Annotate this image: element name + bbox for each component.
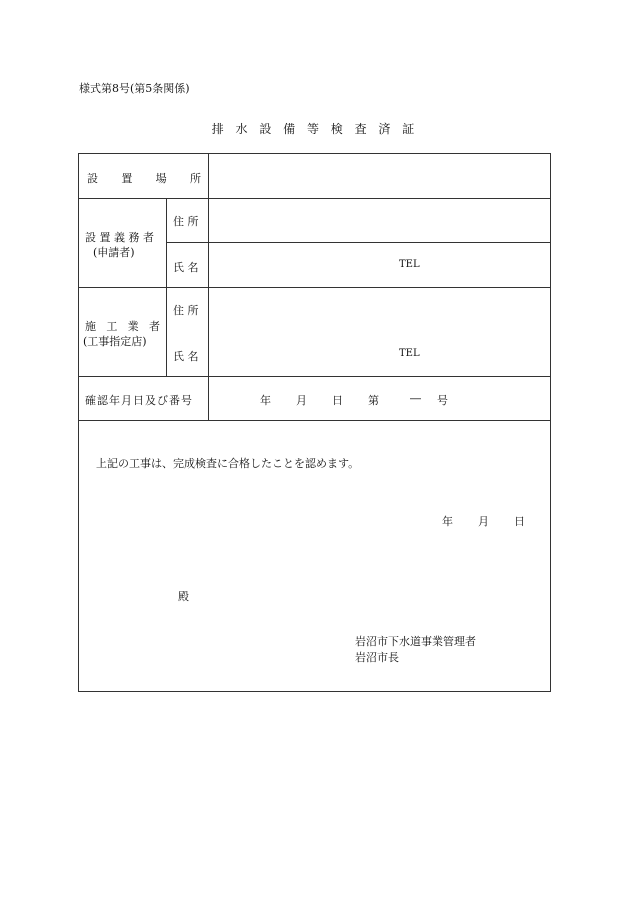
confirm-number-dash: ― xyxy=(410,392,421,405)
column-divider xyxy=(208,376,209,420)
issue-year: 年 xyxy=(442,515,453,528)
contractor-name-label: 氏 名 xyxy=(173,350,199,363)
location-label xyxy=(87,170,201,186)
row-divider xyxy=(79,198,550,199)
contractor-sublabel: (工事指定店) xyxy=(83,335,147,348)
obligor-label: 設 置 義 務 者 xyxy=(85,231,154,244)
issuer-name: 岩沼市長 xyxy=(355,651,399,664)
certificate-form xyxy=(78,153,551,692)
location-label-char: 所 xyxy=(189,172,201,185)
contractor-label xyxy=(85,318,160,334)
obligor-name-label: 氏 名 xyxy=(173,261,199,274)
confirm-month: 月 xyxy=(296,394,307,407)
recipient-honorific: 殿 xyxy=(178,590,189,603)
issuer-title: 岩沼市下水道事業管理者 xyxy=(355,635,476,648)
contractor-label-char: 工 xyxy=(106,320,118,333)
row-divider xyxy=(79,376,550,377)
contractor-tel-label: TEL xyxy=(399,348,420,359)
row-divider xyxy=(166,242,550,243)
issue-month: 月 xyxy=(478,515,489,528)
location-label-char: 置 xyxy=(121,172,133,185)
certification-statement: 上記の工事は、完成検査に合格したことを認めます。 xyxy=(96,457,360,470)
contractor-label-char: 施 xyxy=(85,320,96,333)
obligor-tel-label: TEL xyxy=(399,259,420,270)
column-divider xyxy=(208,154,209,376)
location-label-char: 場 xyxy=(155,172,167,185)
confirm-year: 年 xyxy=(260,394,271,407)
confirm-number-suffix: 号 xyxy=(437,394,448,407)
issue-day: 日 xyxy=(514,515,525,528)
location-label-char: 設 xyxy=(87,172,98,185)
form-number: 様式第8号(第5条関係) xyxy=(79,82,190,95)
confirmation-label: 確認年月日及び番号 xyxy=(85,394,193,407)
row-divider xyxy=(79,287,550,288)
document-title: 排 水 設 備 等 検 査 済 証 xyxy=(211,122,419,136)
row-divider xyxy=(79,420,550,421)
column-divider xyxy=(166,198,167,376)
obligor-sublabel: (申請者) xyxy=(93,246,135,259)
contractor-label-char: 者 xyxy=(148,320,160,333)
obligor-address-label: 住 所 xyxy=(173,215,199,228)
contractor-address-label: 住 所 xyxy=(173,304,199,317)
contractor-label-char: 業 xyxy=(127,320,139,333)
confirm-day: 日 xyxy=(332,394,343,407)
confirm-number-prefix: 第 xyxy=(368,394,379,407)
